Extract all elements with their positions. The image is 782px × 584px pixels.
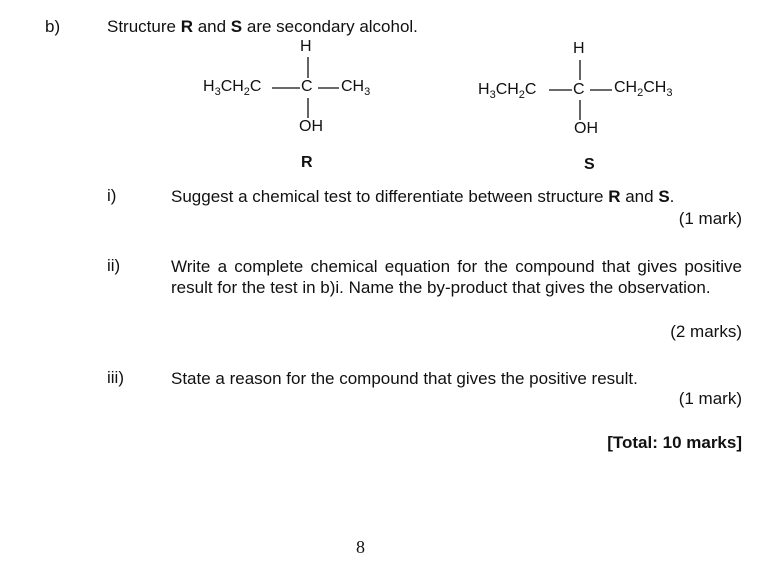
r-h-atom: H xyxy=(300,38,312,55)
r-center-carbon: C xyxy=(301,78,313,95)
question-i-number: i) xyxy=(107,186,117,205)
s-center-carbon: C xyxy=(573,81,585,98)
structure-r-ref: R xyxy=(180,17,193,36)
question-ii-text: Write a complete chemical equation for the compound that gives positive result for the test in b)i. Name the by-product that gives the observation. xyxy=(171,257,742,297)
s-right-group: $CH_2CH_3$ xyxy=(614,79,673,99)
question-ii-marks: (2 marks) xyxy=(670,322,742,341)
question-i-text: Suggest a chemical test to differentiate between structure R and S. xyxy=(171,187,675,206)
question-i-marks: (1 mark) xyxy=(678,209,742,228)
r-oh-group: OH xyxy=(299,118,323,135)
s-left-group: $H_3CH_2C$ xyxy=(478,81,537,101)
structure-r-label: R xyxy=(301,154,313,171)
intro-text: Structure R and S are secondary alcohol. xyxy=(107,17,418,36)
structure-s-ref: S xyxy=(230,17,243,36)
page-number: 8 xyxy=(356,537,365,557)
total-marks: [Total: 10 marks] xyxy=(607,433,742,452)
part-label: b) xyxy=(45,17,61,36)
s-oh-group: OH xyxy=(574,120,598,137)
question-iii-marks: (1 mark) xyxy=(678,389,742,408)
s-h-atom: H xyxy=(573,40,585,57)
r-left-group: $H_3CH_2C$ xyxy=(203,78,262,98)
question-ii-number: ii) xyxy=(107,256,121,275)
question-iii-number: iii) xyxy=(107,368,124,387)
r-right-group: $CH_3$ xyxy=(341,78,371,98)
question-iii-text: State a reason for the compound that gives the positive result. xyxy=(171,369,638,388)
structure-s-label: S xyxy=(584,156,595,173)
